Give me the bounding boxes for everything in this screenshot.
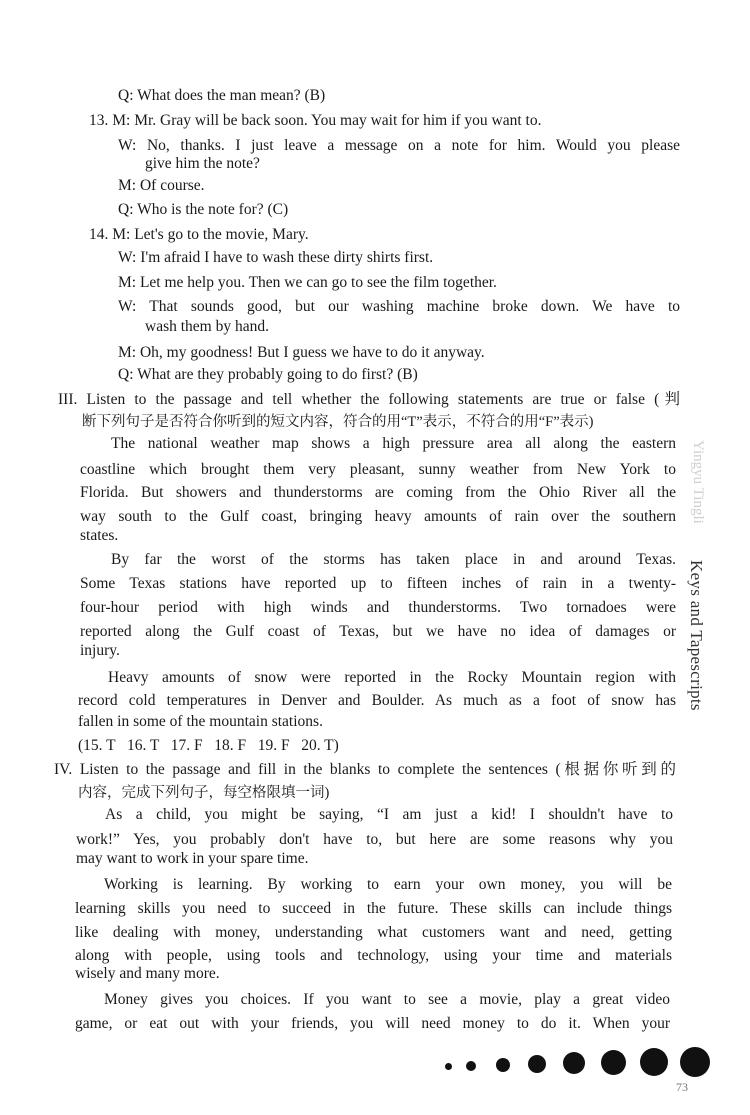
side-section-title: Keys and Tapescripts — [687, 560, 706, 711]
text-line: Q: What does the man mean? (B) — [118, 87, 326, 104]
paragraph-line: wisely and many more. — [75, 965, 220, 982]
text-line: 14. M: Let's go to the movie, Mary. — [89, 226, 309, 243]
decorative-dot — [601, 1050, 626, 1075]
paragraph-line: Some Texas stations have reported up to fifteen inches of rain in a twenty- — [80, 575, 676, 592]
text-line: W: I'm afraid I have to wash these dirty shirts first. — [118, 249, 434, 266]
paragraph-line: injury. — [80, 642, 120, 659]
text-line: give him the note? — [145, 155, 260, 172]
side-watermark-text: Yingyu Tingli — [690, 440, 706, 524]
section-heading-cont: 内容，完成下列句子，每空格限填一词) — [78, 785, 330, 801]
decorative-dot — [640, 1048, 668, 1076]
paragraph-line: fallen in some of the mountain stations. — [78, 713, 323, 730]
text-line: 13. M: Mr. Gray will be back soon. You may wait for him if you want to. — [89, 112, 542, 129]
decorative-dot — [445, 1063, 452, 1070]
paragraph-line: Money gives you choices. If you want to see a movie, play a great video — [104, 991, 670, 1008]
paragraph-line: way south to the Gulf coast, bringing heavy amounts of rain over the southern — [80, 508, 676, 525]
text-line: W: No, thanks. I just leave a message on a note for him. Would you please — [118, 137, 680, 154]
text-line: Q: What are they probably going to do first? (B) — [118, 366, 418, 383]
text-line: M: Let me help you. Then we can go to see the film together. — [118, 274, 497, 291]
text-line: wash them by hand. — [145, 318, 269, 335]
decorative-dot — [528, 1055, 546, 1073]
paragraph-line: like dealing with money, understanding what customers want and need, getting — [75, 924, 672, 941]
paragraph-line: game, or eat out with your friends, you will need money to do it. When your — [75, 1015, 670, 1032]
paragraph-line: Florida. But showers and thunderstorms are coming from the Ohio River all the — [80, 484, 676, 501]
paragraph-line: work!” Yes, you probably don't have to, but here are some reasons why you — [76, 831, 673, 848]
decorative-dot — [466, 1061, 476, 1071]
text-line: W: That sounds good, but our washing machine broke down. We have to — [118, 298, 680, 315]
decorative-dot — [496, 1058, 510, 1072]
paragraph-line: four-hour period with high winds and thunderstorms. Two tornadoes were — [80, 599, 676, 616]
paragraph-line: coastline which brought them very pleasant, sunny weather from New York to — [80, 461, 676, 478]
paragraph-line: Heavy amounts of snow were reported in the Rocky Mountain region with — [108, 669, 676, 686]
answer-key: (15. T 16. T 17. F 18. F 19. F 20. T) — [78, 737, 339, 754]
paragraph-line: The national weather map shows a high pressure area all along the eastern — [111, 435, 676, 452]
decorative-dot — [680, 1047, 710, 1077]
text-line: M: Of course. — [118, 177, 205, 194]
page-number: 73 — [676, 1080, 688, 1094]
paragraph-line: As a child, you might be saying, “I am just a kid! I shouldn't have to — [105, 806, 673, 823]
text-line: Q: Who is the note for? (C) — [118, 201, 289, 218]
paragraph-line: learning skills you need to succeed in the future. These skills can include things — [75, 900, 672, 917]
paragraph-line: record cold temperatures in Denver and Boulder. As much as a foot of snow has — [78, 692, 676, 709]
paragraph-line: Working is learning. By working to earn your own money, you will be — [104, 876, 672, 893]
decorative-dot — [563, 1052, 585, 1074]
paragraph-line: along with people, using tools and technology, using your time and materials — [75, 947, 672, 964]
paragraph-line: may want to work in your spare time. — [76, 850, 309, 867]
paragraph-line: reported along the Gulf coast of Texas, but we have no idea of damages or — [80, 623, 676, 640]
paragraph-line: states. — [80, 527, 119, 544]
section-heading-cont: 断下列句子是否符合你听到的短文内容，符合的用“T”表示，不符合的用“F”表示) — [82, 414, 594, 430]
section-heading: IV. Listen to the passage and fill in the blanks to complete the sentences (根据你听到的 — [54, 761, 676, 778]
section-heading: III. Listen to the passage and tell whether the following statements are true or false (判 — [58, 391, 680, 408]
paragraph-line: By far the worst of the storms has taken place in and around Texas. — [111, 551, 676, 568]
text-line: M: Oh, my goodness! But I guess we have to do it anyway. — [118, 344, 485, 361]
